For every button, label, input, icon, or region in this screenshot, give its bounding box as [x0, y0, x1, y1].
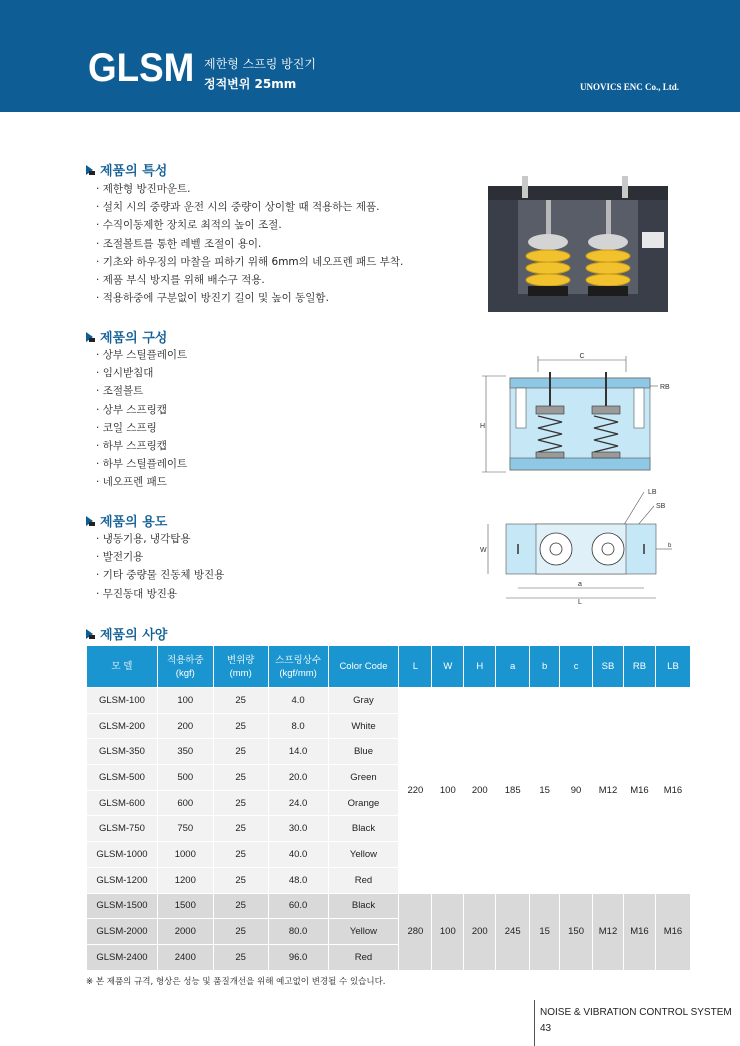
spec-table [86, 645, 691, 971]
model-title: GLSM [88, 46, 195, 90]
dimension-cell: M16 [655, 688, 690, 894]
dimension-cell: M16 [623, 688, 655, 894]
list-item: · 기초와 하우징의 마찰을 피하기 위해 6mm의 네오프렌 패드 부착. [96, 253, 403, 271]
displacement-subtitle: 정적변위 25mm [204, 77, 297, 91]
dimension-cell: 245 [496, 893, 530, 970]
section-arrow-icon [86, 332, 96, 342]
composition-title: 제품의 구성 [100, 331, 168, 346]
dimension-cell: 100 [432, 688, 464, 894]
usage-heading [86, 511, 167, 530]
dim-w-label: W [480, 547, 487, 554]
usage-list [96, 530, 224, 603]
dim-c-label: C [579, 353, 585, 360]
section-arrow-icon [86, 516, 96, 526]
table-header-cell: a [496, 646, 530, 688]
dim-b-label: b [668, 543, 672, 549]
table-cell: 8.0 [268, 713, 328, 739]
table-cell: 1000 [157, 842, 213, 868]
rb-label: RB [660, 384, 670, 391]
composition-list [96, 346, 187, 492]
table-row [87, 688, 691, 714]
features-list [96, 180, 403, 307]
list-item: · 네오프렌 패드 [96, 473, 187, 491]
table-cell: Black [328, 893, 399, 919]
table-row [87, 893, 691, 919]
table-header-cell: LB [655, 646, 690, 688]
table-header-cell: H [464, 646, 496, 688]
table-cell: GLSM-500 [87, 765, 158, 791]
dimension-cell: M16 [655, 893, 690, 970]
table-cell: 25 [213, 919, 268, 945]
table-cell: Yellow [328, 842, 399, 868]
table-cell: 96.0 [268, 944, 328, 970]
table-cell: 25 [213, 893, 268, 919]
table-cell: GLSM-1200 [87, 867, 158, 893]
table-header-cell: 모 델 [87, 646, 158, 688]
footer-system: NOISE & VIBRATION CONTROL SYSTEM [540, 1007, 732, 1018]
dimension-cell: 220 [399, 688, 432, 894]
table-cell: 750 [157, 816, 213, 842]
dimension-cell: 150 [560, 893, 593, 970]
front-view-diagram [476, 350, 686, 480]
table-cell: GLSM-2000 [87, 919, 158, 945]
table-cell: 600 [157, 790, 213, 816]
product-photo [484, 176, 670, 316]
table-cell: 4.0 [268, 688, 328, 714]
table-cell: 1500 [157, 893, 213, 919]
features-heading [86, 160, 167, 179]
table-cell: 20.0 [268, 765, 328, 791]
table-cell: Orange [328, 790, 399, 816]
table-cell: Gray [328, 688, 399, 714]
page-header [0, 0, 740, 112]
table-header-cell: 스프링상수 (kgf/mm) [268, 646, 328, 688]
composition-heading [86, 327, 167, 346]
list-item: · 냉동기용, 냉각탑용 [96, 530, 224, 548]
dimension-cell: M16 [623, 893, 655, 970]
dimension-cell: 280 [399, 893, 432, 970]
table-cell: 350 [157, 739, 213, 765]
table-cell: 25 [213, 688, 268, 714]
spec-heading [86, 624, 167, 643]
table-header-cell: 변위량 (mm) [213, 646, 268, 688]
table-header-cell: c [560, 646, 593, 688]
table-cell: GLSM-2400 [87, 944, 158, 970]
dimension-cell: M12 [593, 893, 624, 970]
table-cell: 24.0 [268, 790, 328, 816]
list-item: · 수직이동제한 장치로 최적의 높이 조절. [96, 216, 403, 234]
table-header-row [87, 646, 691, 688]
dimension-cell: 200 [464, 688, 496, 894]
sb-label: SB [656, 503, 666, 510]
table-cell: 25 [213, 944, 268, 970]
table-cell: Black [328, 816, 399, 842]
table-cell: 14.0 [268, 739, 328, 765]
company-name: UNOVICS ENC Co., Ltd. [580, 82, 680, 92]
list-item: · 조절볼트 [96, 382, 187, 400]
table-cell: 2000 [157, 919, 213, 945]
table-cell: 200 [157, 713, 213, 739]
table-cell: Yellow [328, 919, 399, 945]
usage-title: 제품의 용도 [100, 515, 168, 530]
list-item: · 상부 스틸플레이트 [96, 346, 187, 364]
section-arrow-icon [86, 629, 96, 639]
table-cell: GLSM-350 [87, 739, 158, 765]
section-arrow-icon [86, 165, 96, 175]
dimension-cell: 90 [560, 688, 593, 894]
table-cell: Green [328, 765, 399, 791]
dimension-cell: 15 [530, 893, 560, 970]
table-header-cell: L [399, 646, 432, 688]
dimension-cell: 15 [530, 688, 560, 894]
list-item: · 무진동대 방진용 [96, 585, 224, 603]
product-subtitle: 제한형 스프링 방진기 [204, 57, 316, 71]
spec-title: 제품의 사양 [100, 628, 168, 643]
table-cell: GLSM-750 [87, 816, 158, 842]
table-header-cell: b [530, 646, 560, 688]
list-item: · 임시받침대 [96, 364, 187, 382]
list-item: · 코일 스프링 [96, 419, 187, 437]
table-cell: 48.0 [268, 867, 328, 893]
lb-label: LB [648, 489, 657, 496]
table-cell: 25 [213, 713, 268, 739]
table-cell: 30.0 [268, 816, 328, 842]
table-cell: GLSM-1500 [87, 893, 158, 919]
dim-l-label: L [578, 599, 582, 606]
table-cell: GLSM-1000 [87, 842, 158, 868]
list-item: · 적용하중에 구분없이 방진기 길이 및 높이 동일함. [96, 289, 403, 307]
table-cell: 25 [213, 765, 268, 791]
top-view-diagram [476, 488, 686, 606]
list-item: · 조절볼트를 통한 레벨 조절이 용이. [96, 235, 403, 253]
list-item: · 하부 스틸플레이트 [96, 455, 187, 473]
dim-h-label: H [480, 423, 486, 430]
list-item: · 설치 시의 중량과 운전 시의 중량이 상이할 때 적용하는 제품. [96, 198, 403, 216]
table-cell: 25 [213, 739, 268, 765]
table-cell: 25 [213, 816, 268, 842]
list-item: · 기타 중량물 진동체 방진용 [96, 566, 224, 584]
dimension-cell: 185 [496, 688, 530, 894]
table-cell: Blue [328, 739, 399, 765]
list-item: · 발전기용 [96, 548, 224, 566]
table-header-cell: W [432, 646, 464, 688]
table-header-cell: 적용하중 (kgf) [157, 646, 213, 688]
table-cell: 25 [213, 790, 268, 816]
list-item: · 하부 스프링캡 [96, 437, 187, 455]
table-cell: Red [328, 867, 399, 893]
footer-divider [534, 1000, 535, 1046]
page-number: 43 [540, 1023, 552, 1034]
list-item: · 제한형 방진마운트. [96, 180, 403, 198]
table-cell: 25 [213, 867, 268, 893]
table-cell: 60.0 [268, 893, 328, 919]
table-cell: 500 [157, 765, 213, 791]
table-cell: 100 [157, 688, 213, 714]
table-header-cell: RB [623, 646, 655, 688]
table-cell: Red [328, 944, 399, 970]
table-header-cell: SB [593, 646, 624, 688]
table-cell: 25 [213, 842, 268, 868]
table-cell: 40.0 [268, 842, 328, 868]
dimension-cell: M12 [593, 688, 624, 894]
spec-note: ※ 본 제품의 규격, 형상은 성능 및 품질개선을 위해 예고없이 변경될 수 있습니다. [86, 977, 386, 987]
list-item: · 제품 부식 방지를 위해 배수구 적용. [96, 271, 403, 289]
dimension-cell: 200 [464, 893, 496, 970]
table-cell: 2400 [157, 944, 213, 970]
table-body [87, 688, 691, 971]
dimension-cell: 100 [432, 893, 464, 970]
table-cell: 1200 [157, 867, 213, 893]
features-title: 제품의 특성 [100, 164, 168, 179]
table-cell: GLSM-600 [87, 790, 158, 816]
table-cell: GLSM-200 [87, 713, 158, 739]
table-cell: 80.0 [268, 919, 328, 945]
table-cell: GLSM-100 [87, 688, 158, 714]
table-header-cell: Color Code [328, 646, 399, 688]
table-cell: White [328, 713, 399, 739]
list-item: · 상부 스프링캡 [96, 401, 187, 419]
dim-a-label: a [578, 581, 582, 588]
